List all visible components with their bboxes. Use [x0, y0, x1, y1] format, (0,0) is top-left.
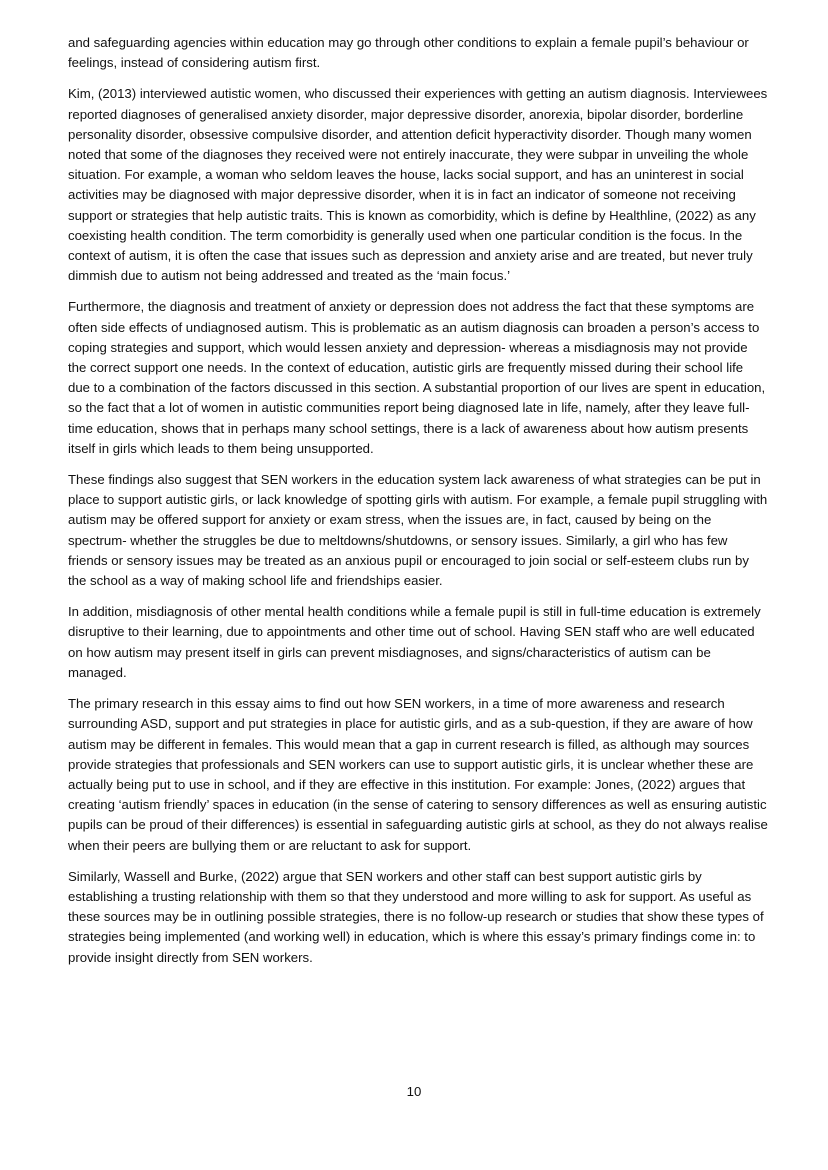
page-number: 10 [406, 1084, 422, 1099]
paragraph-misdiagnosis: In addition, misdiagnosis of other mental health conditions while a female pupil is still in full-time education is extremely disruptive to their learning, due to appointments and other time out of school. Having SEN staff who are well educated on how autism may present itself in girls can prevent misdiagnoses, and signs/characteristics of autism can be managed. [68, 604, 761, 680]
paragraph-kim-2013: Kim, (2013) interviewed autistic women, who discussed their experiences with getting an autism diagnosis. Interviewees reported diagnoses of generalised anxiety disorder, major depressive disorder, anorexia, bipolar disorder, borderline personality disorder, obsessive compulsive disorder, and attention deficit hyperactivity disorder. Though many women noted that some of the diagnoses they received were not entirely inaccurate, they were subpar in unveiling the whole situation. For example, a woman who seldom leaves the house, lacks social support, and has an uninterest in social activities may be diagnosed with major depressive disorder, when it is in fact an indicator of someone not receiving support or strategies that help autistic traits. This is known as comorbidity, which is define by Healthline, (2022) as any coexisting health condition. The term comorbidity is generally used when one particular condition is the focus. In the context of autism, it is often the case that issues such as depression and anxiety arise and are treated, but never truly dimmish due to autism not being addressed and treated as the ‘main focus.’ [68, 86, 768, 284]
paragraph-wassell-burke: Similarly, Wassell and Burke, (2022) argue that SEN workers and other staff can best support autistic girls by establishing a trusting relationship with them so that they understood and more willing to ask for support. As useful as these sources may be in outlining possible strategies, there is no follow-up research or studies that show these types of strategies being implemented (and working well) in education, which is where this essay’s primary findings come in: to provide insight directly from SEN workers. [68, 868, 764, 965]
paragraph-findings: These findings also suggest that SEN workers in the education system lack awareness of what strategies can be put in place to support autistic girls, or lack knowledge of spotting girls with autism. For example, a female pupil struggling with autism may be offered support for anxiety or exam stress, when the issues are, in fact, caused by being on the spectrum- whether the struggles be due to meltdowns/shutdowns, or sensory issues. Similarly, a girl who has few friends or sensory issues may be treated as an anxious pupil or encouraged to join social or self-esteem clubs run by the school as a way of making school life and friendships easier. [68, 472, 768, 589]
paragraph-furthermore: Furthermore, the diagnosis and treatment of anxiety or depression does not address the fact that these symptoms are often side effects of undiagnosed autism. This is problematic as an autism diagnosis can broaden a person’s access to coping strategies and support, which would lessen anxiety and depression- whereas a misdiagnosis may not provide the correct support one needs. In the context of education, autistic girls are frequently missed during their school life due to a combination of the factors discussed in this section. A substantial proportion of our lives are spent in education, so the fact that a lot of women in autistic communities report being diagnosed late in life, namely, after they leave full-time education, shows that in perhaps many school settings, there is a lack of awareness about how autism presents itself in girls which leads to them being unsupported. [68, 299, 766, 456]
paragraph-primary-research: The primary research in this essay aims to find out how SEN workers, in a time of more awareness and research surrounding ASD, support and put strategies in place for autistic girls, and as a sub-question, if they are aware of how autism may be different in females. This would mean that a gap in current research is filled, as although may sources provide strategies that professionals and SEN workers can use to support autistic girls, it is unclear whether these are actually being put to use in school, and if they are effective in this institution. For example: Jones, (2022) argues that creating ‘autism friendly’ spaces in education (in the sense of catering to sensory differences as well as ensuring autistic pupils can be proud of their differences) is essential in safeguarding autistic girls at school, as they do not always realise when their peers are bullying them or are reluctant to ask for support. [68, 696, 768, 853]
paragraph-continuation: and safeguarding agencies within education may go through other conditions to explain a female pupil’s behaviour or feelings, instead of considering autism first. [68, 35, 749, 71]
body-text [68, 33, 768, 979]
